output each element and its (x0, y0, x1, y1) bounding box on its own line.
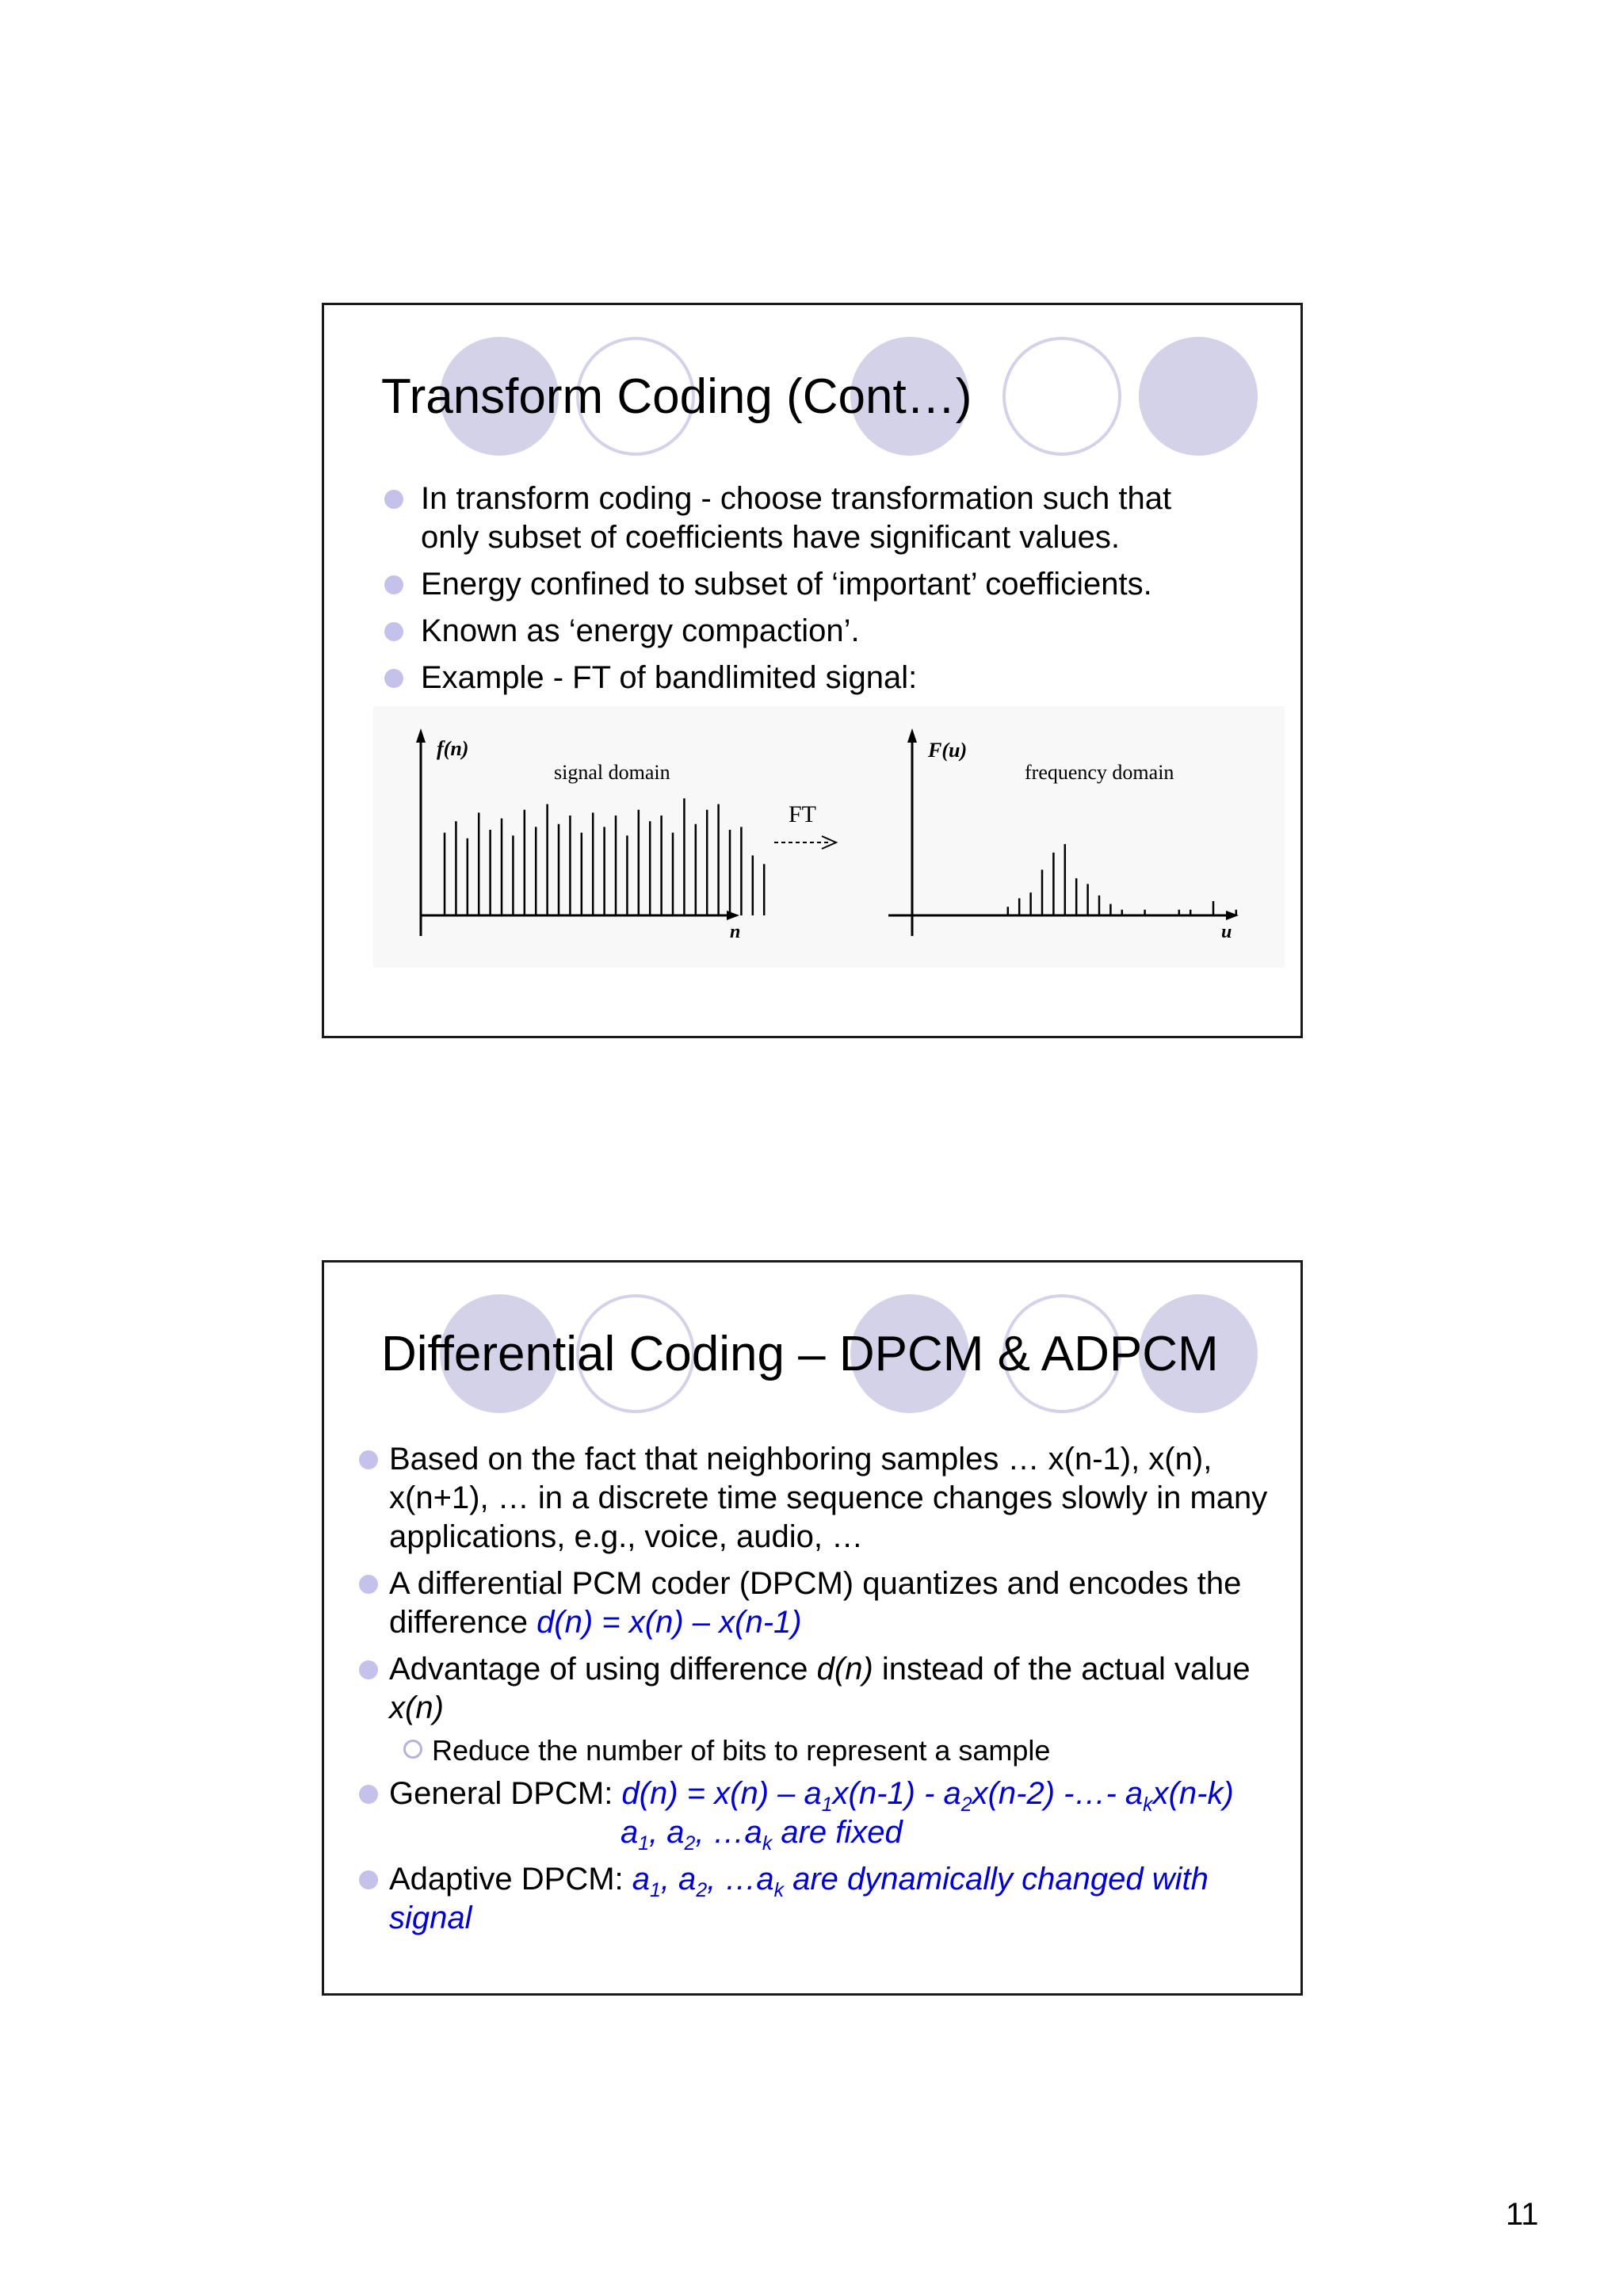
decorative-ring (1002, 337, 1121, 456)
bullet-dot-icon (384, 622, 403, 641)
slide-title: Transform Coding (Cont…) (381, 369, 972, 424)
sub-list-item (359, 1731, 1294, 1770)
list-item (384, 565, 1224, 604)
ft-label: FT (789, 801, 817, 827)
slide-transform-coding (322, 303, 1303, 1038)
bullet-dot-icon (359, 1785, 378, 1804)
bullet-text: Energy confined to subset of ‘important’ coefficients. (421, 567, 1152, 602)
signal-bars (445, 798, 764, 915)
list-item (359, 1440, 1294, 1557)
xn-term: x(n) (389, 1690, 444, 1725)
decorative-circle (1139, 337, 1258, 456)
bullet-text: Example - FT of bandlimited signal: (421, 660, 918, 695)
bullet-text: A differential PCM coder (DPCM) quantizes and encodes the difference (389, 1566, 1242, 1640)
bullet-dot-icon (384, 669, 403, 688)
general-dpcm-formula: $d(n) = x(n) - a_1x(n-1) - a_2x(n-2)$ -…- $a_kx(n-k)$ (621, 1776, 1234, 1816)
frequency-y-arrowhead (907, 728, 917, 743)
signal-y-arrowhead (416, 728, 426, 743)
slide-title: Differential Coding – DPCM & ADPCM (381, 1327, 1219, 1381)
bullet-list (384, 479, 1224, 697)
dn-term: d(n) (816, 1652, 873, 1687)
list-item (359, 1564, 1294, 1642)
bullet-dot-icon (359, 1660, 378, 1679)
fixed-coefficients-text: $a_1$, $a_2$, $\dots a_k$ are fixed (621, 1815, 903, 1855)
frequency-domain-caption: frequency domain (1025, 761, 1174, 784)
signal-domain-caption: signal domain (554, 761, 670, 784)
bullet-dot-icon (359, 1575, 378, 1594)
frequency-x-label: u (1221, 922, 1232, 942)
sub-bullet-ring-icon (403, 1740, 422, 1759)
list-item (384, 479, 1224, 557)
bullet-text: Advantage of using difference (389, 1652, 817, 1687)
sub-bullet-text: Reduce the number of bits to represent a sample (432, 1734, 1051, 1767)
slide-differential-coding (322, 1260, 1303, 1996)
signal-y-label: f(n) (437, 737, 469, 760)
bullet-label: Adaptive DPCM: (389, 1862, 632, 1897)
bullet-label: General DPCM: (389, 1776, 622, 1811)
ft-arrowhead-icon (822, 836, 836, 849)
ft-example-figure (373, 706, 1285, 968)
bullet-text: instead of the actual value (873, 1652, 1251, 1687)
bullet-text: Based on the fact that neighboring samples … x(n-1), x(n), x(n+1), … in a discrete time sequence changes slowly in many applications, e.g., voice, audio, … (389, 1442, 1268, 1554)
adaptive-dpcm-text: $a_1$, $a_2$, $\dots a_k$ are dynamically changed with signal (389, 1862, 1209, 1935)
bullet-dot-icon (384, 575, 403, 594)
list-item (359, 1650, 1294, 1728)
list-item (359, 1775, 1294, 1816)
bullet-text: In transform coding - choose transformation such that only subset of coefficients have significant values. (421, 481, 1172, 555)
signal-x-label: n (730, 922, 741, 942)
list-item (384, 659, 1224, 697)
frequency-y-label: F(u) (928, 739, 968, 762)
frequency-bars (1008, 844, 1236, 915)
list-item-continuation (359, 1813, 1294, 1855)
ft-diagram (373, 706, 1285, 968)
difference-formula: d(n) = x(n) – x(n-1) (537, 1605, 802, 1640)
bullet-dot-icon (359, 1450, 378, 1469)
signal-x-arrowhead (727, 911, 739, 920)
bullet-dot-icon (384, 490, 403, 509)
list-item (384, 612, 1224, 651)
bullet-dot-icon (359, 1870, 378, 1889)
page-number: 11 (1506, 2197, 1539, 2232)
bullet-list (359, 1440, 1294, 1938)
list-item (359, 1860, 1294, 1938)
bullet-text: Known as ‘energy compaction’. (421, 613, 860, 648)
